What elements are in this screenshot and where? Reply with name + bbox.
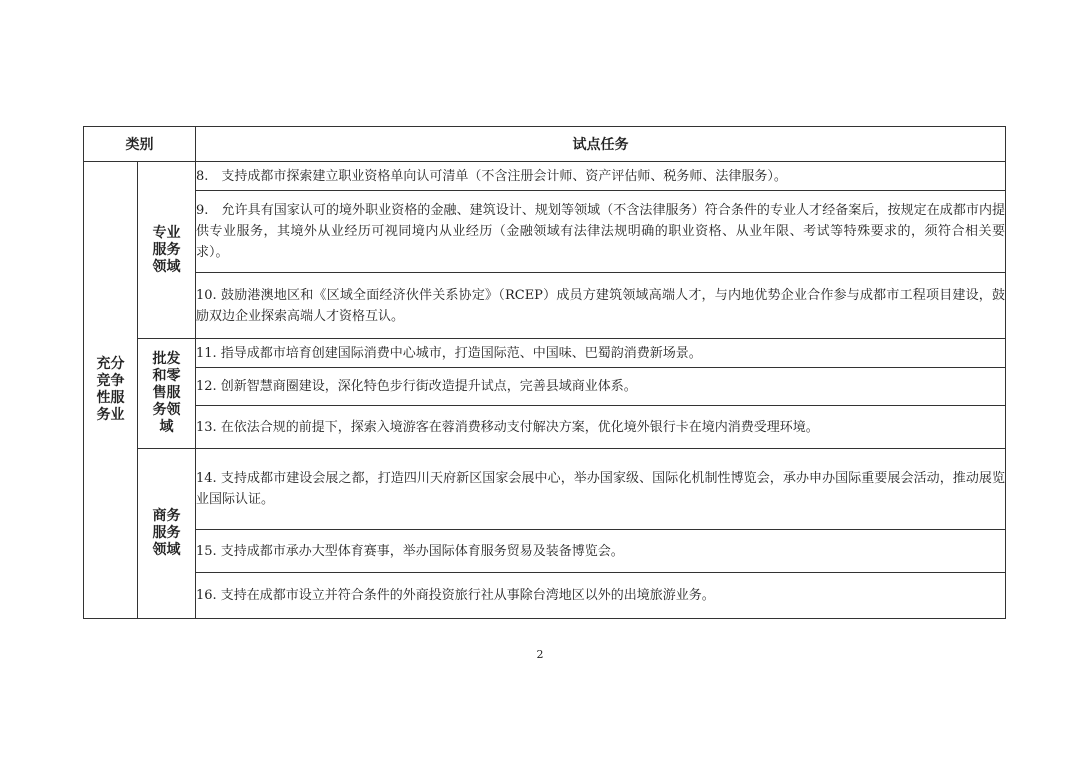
table-row <box>84 162 1006 191</box>
table-row <box>84 530 1006 573</box>
table-row <box>84 191 1006 273</box>
subcategory-cell <box>138 339 196 449</box>
subcategory-cell <box>138 449 196 619</box>
table-row <box>84 449 1006 530</box>
task-9: 9. 允许具有国家认可的境外职业资格的金融、建筑设计、规划等领域（不含法律服务）符合条件的专业人才经备案后，按规定在成都市内提供专业服务，其境外从业经历可视同境内从业经历（金融领域有法律法规明确的职业资格、从业年限、考试等特殊要求的，须符合相关要求）。 <box>196 191 1006 273</box>
main-category-cell <box>84 162 138 619</box>
task-16: 16. 支持在成都市设立并符合条件的外商投资旅行社从事除台湾地区以外的出境旅游业务。 <box>196 573 1006 619</box>
task-8: 8. 支持成都市探索建立职业资格单向认可清单（不含注册会计师、资产评估师、税务师、法律服务）。 <box>196 162 1006 191</box>
main-category: 充分 竞争 性服 务业 <box>96 356 125 423</box>
task-15: 15. 支持成都市承办大型体育赛事，举办国际体育服务贸易及装备博览会。 <box>196 530 1006 573</box>
task-13: 13. 在依法合规的前提下，探索入境游客在蓉消费移动支付解决方案，优化境外银行卡在境内消费受理环境。 <box>196 406 1006 449</box>
task-12: 12. 创新智慧商圈建设，深化特色步行街改造提升试点，完善县域商业体系。 <box>196 368 1006 406</box>
task-10: 10. 鼓励港澳地区和《区域全面经济伙伴关系协定》（RCEP）成员方建筑领域高端人才，与内地优势企业合作参与成都市工程项目建设，鼓励双边企业探索高端人才资格互认。 <box>196 273 1006 339</box>
table-row <box>84 406 1006 449</box>
page-number: 2 <box>536 648 544 661</box>
table-row <box>84 368 1006 406</box>
pilot-task-table <box>83 126 1006 619</box>
table-row <box>84 273 1006 339</box>
table-header-row <box>84 127 1006 162</box>
subcategory-cell <box>138 162 196 339</box>
subcategory-business: 商务 服务 领域 <box>152 508 181 558</box>
subcategory-professional: 专业 服务 领域 <box>152 224 181 275</box>
table-row <box>84 339 1006 368</box>
task-11: 11. 指导成都市培育创建国际消费中心城市，打造国际范、中国味、巴蜀韵消费新场景。 <box>196 339 1006 368</box>
table-row <box>84 573 1006 619</box>
task-14: 14. 支持成都市建设会展之都，打造四川天府新区国家会展中心，举办国家级、国际化机制性博览会，承办申办国际重要展会活动，推动展览业国际认证。 <box>196 449 1006 530</box>
header-category: 类别 <box>84 127 196 162</box>
subcategory-wholesale-retail: 批发 和零 售服 务领 域 <box>152 351 181 435</box>
header-task: 试点任务 <box>196 127 1006 162</box>
